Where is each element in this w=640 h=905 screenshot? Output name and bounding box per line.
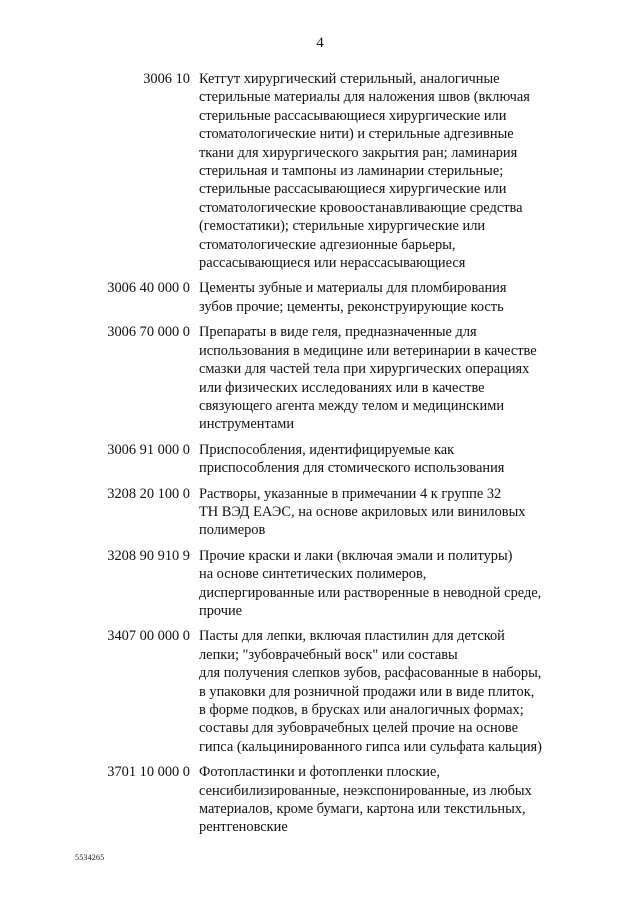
description-line: в форме подков, в брусках или аналогичных формах; [199,702,524,718]
description-line: стоматологические адгезионные барьеры, [199,236,456,253]
description-line: прочие [199,602,243,619]
description-line: Растворы, указанные в примечании 4 к группе 32 [199,485,502,502]
code-description [199,485,599,540]
description-line: (гемостатики); стерильные хирургические или [199,218,486,235]
description-line: смазки для частей тела при хирургических операциях [199,361,530,378]
description-line: сенсибилизированные, неэкспонированные, из любых [199,782,532,799]
page-number: 4 [316,35,324,51]
description-line: рассасывающиеся или нерассасывающиеся [199,255,466,272]
description-line: рентгеновские [199,819,288,836]
tnved-code: 3701 10 000 0 [107,764,190,781]
description-line: приспособления для стомического использования [199,460,505,477]
description-line: Препараты в виде геля, предназначенные для [199,324,477,341]
list-item [0,70,640,272]
description-line: стерильные материалы для наложения швов (включая [199,89,530,106]
description-line: Приспособления, идентифицируемые как [199,441,455,458]
description-line: Цементы зубные и материалы для пломбирования [199,280,507,297]
description-line: диспергированные или растворенные в неводной среде, [199,584,542,601]
list-item [0,763,640,837]
description-line: или физических исследованиях или в качестве [199,379,485,396]
tnved-code: 3006 40 000 0 [107,280,190,297]
tnved-code: 3208 20 100 0 [107,485,190,502]
list-item [0,627,640,756]
code-description [199,441,599,478]
description-line: Пасты для лепки, включая пластилин для детской [199,628,505,645]
tnved-code: 3407 00 000 0 [107,628,190,645]
list-item [0,441,640,478]
description-line: стерильные рассасывающиеся хирургические или [199,181,507,198]
description-line: стерильные рассасывающиеся хирургические или [199,107,507,124]
code-description [199,70,599,272]
list-item [0,547,640,621]
document-id: 5534265 [75,853,105,862]
code-description [199,547,599,621]
description-line: составы для зубоврачебных целей прочие на основе [199,720,518,737]
description-line: Кетгут хирургический стерильный, аналогичные [199,71,500,87]
tnved-code: 3006 70 000 0 [107,324,190,341]
description-line: Фотопластинки и фотопленки плоские, [199,764,440,781]
description-line: лепки; "зубоврачебный воск" или составы [199,646,458,663]
description-line: зубов прочие; цементы, реконструирующие кость [199,298,504,315]
list-item [0,279,640,316]
code-description [199,627,599,756]
tnved-code: 3006 91 000 0 [107,441,190,458]
description-line: связующего агента между телом и медицинскими [199,397,505,414]
description-line: гипса (кальцинированного гипса или сульфата кальция) [199,738,542,755]
description-line: полимеров [199,522,266,539]
code-description [199,279,599,316]
code-description [199,763,599,837]
description-line: на основе синтетических полимеров, [199,566,427,583]
list-item [0,485,640,540]
tnved-code: 3208 90 910 9 [107,547,190,564]
description-line: в упаковки для розничной продажи или в виде плиток, [199,683,535,700]
tnved-code: 3006 10 [143,71,190,87]
list-item [0,323,640,433]
description-line: использования в медицине или ветеринарии в качестве [199,342,537,359]
tariff-code-list [0,70,640,837]
description-line: ткани для хирургического закрытия ран; ламинария [199,144,518,161]
code-description [199,323,599,433]
description-line: для получения слепков зубов, расфасованные в наборы, [199,665,542,682]
description-line: Прочие краски и лаки (включая эмали и политуры) [199,547,513,564]
description-line: стоматологические нити) и стерильные адгезивные [199,126,514,143]
description-line: стерильная и тампоны из ламинарии стерильные; [199,163,504,180]
description-line: стоматологические кровоостанавливающие средства [199,199,523,216]
description-line: ТН ВЭД ЕАЭС, на основе акриловых или виниловых [199,503,526,520]
description-line: материалов, кроме бумаги, картона или текстильных, [199,801,526,818]
description-line: инструментами [199,416,295,433]
